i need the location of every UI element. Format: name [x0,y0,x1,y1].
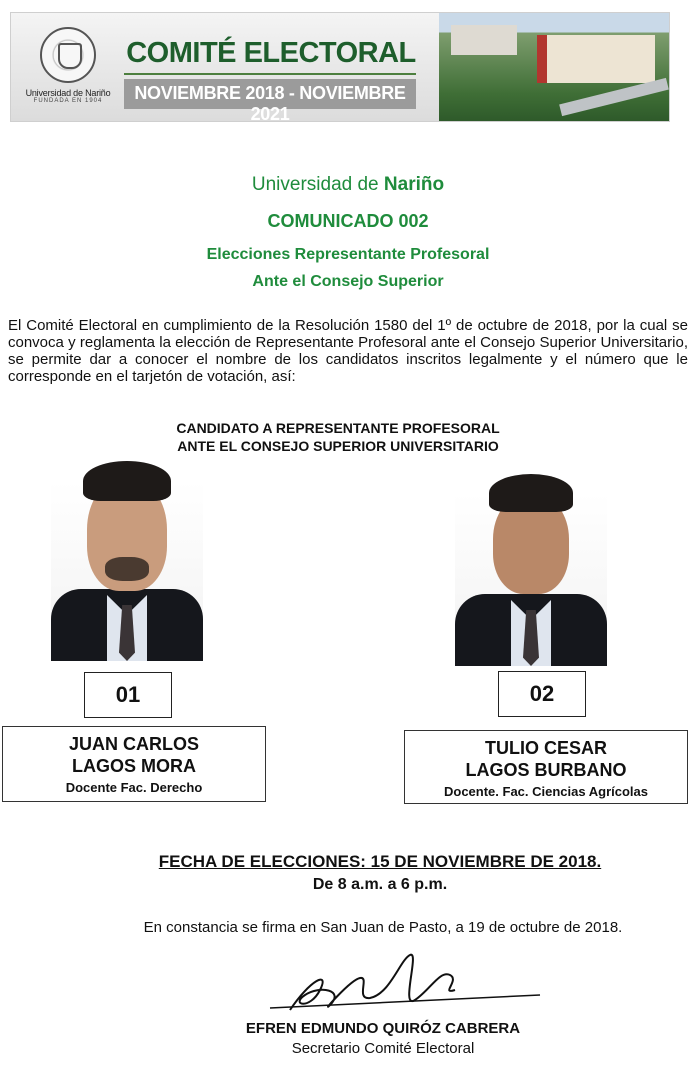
candidate-name-box-2 [404,730,688,804]
logo-founded: FUNDADA EN 1904 [33,98,103,104]
intro-paragraph: El Comité Electoral en cumplimiento de la Resolución 1580 del 1º de octubre de 2018, por la cual se convoca y reglamenta la elección de Representante Profesoral ante el Consejo Superior Universitario, se permite dar a conocer el nombre de los candidatos inscritos legalmente y el número que le corresponde en el tarjetón de votación, así: [8,317,688,385]
campus-building-left [451,25,517,55]
candidate-2-name-line2: LAGOS BURBANO [465,760,627,780]
logo-name: Universidad de Nariño [25,88,111,98]
candidate-photo-1 [51,461,203,661]
signed-statement: En constancia se firma en San Juan de Pasto, a 19 de octubre de 2018. [143,919,623,936]
university-name [0,174,696,196]
candidate-number-2: 02 [498,671,586,717]
communique-title: COMUNICADO 002 [267,211,429,231]
banner-title: COMITÉ ELECTORAL [126,37,416,69]
candidate-2-name-line1: TULIO CESAR [484,738,607,758]
candidate-1-role: Docente Fac. Derecho [65,780,203,795]
university-seal-icon [40,27,96,83]
university-prefix: Universidad de [251,174,384,195]
candidate-2-role: Docente. Fac. Ciencias Agrícolas [444,784,648,799]
candidate-1-name-line1: JUAN CARLOS [68,734,199,754]
candidate-number-1: 01 [84,672,172,718]
subtitle-line1: Elecciones Representante Profesoral [206,246,490,263]
candidate-photo-2 [455,474,607,666]
title-underline [124,73,416,75]
candidate-1-beard [105,557,149,581]
campus-building [537,35,655,83]
banner-period: NOVIEMBRE 2018 - NOVIEMBRE 2021 [134,83,406,122]
candidate-name-box-1 [2,726,266,802]
candidates-heading-line2: ANTE EL CONSEJO SUPERIOR UNIVERSITARIO [177,438,499,454]
university-name-bold: Nariño [383,174,445,195]
candidates-heading-line1: CANDIDATO A REPRESENTANTE PROFESORAL [176,420,500,436]
signature-icon [250,950,550,1025]
subtitle-line2: Ante el Consejo Superior [252,273,444,290]
election-date: FECHA DE ELECCIONES: 15 DE NOVIEMBRE DE 2018. [158,852,602,871]
signer-name: EFREN EDMUNDO QUIRÓZ CABRERA [245,1020,521,1037]
header-banner [10,12,670,122]
election-hours: De 8 a.m. a 6 p.m. [312,876,448,893]
signer-role: Secretario Comité Electoral [291,1040,475,1057]
university-logo [23,27,113,104]
campus-photo [439,13,669,121]
candidate-2-hair [489,474,573,512]
candidate-1-name-line2: LAGOS MORA [72,756,196,776]
campus-road [559,78,669,116]
candidate-1-hair [83,461,171,501]
